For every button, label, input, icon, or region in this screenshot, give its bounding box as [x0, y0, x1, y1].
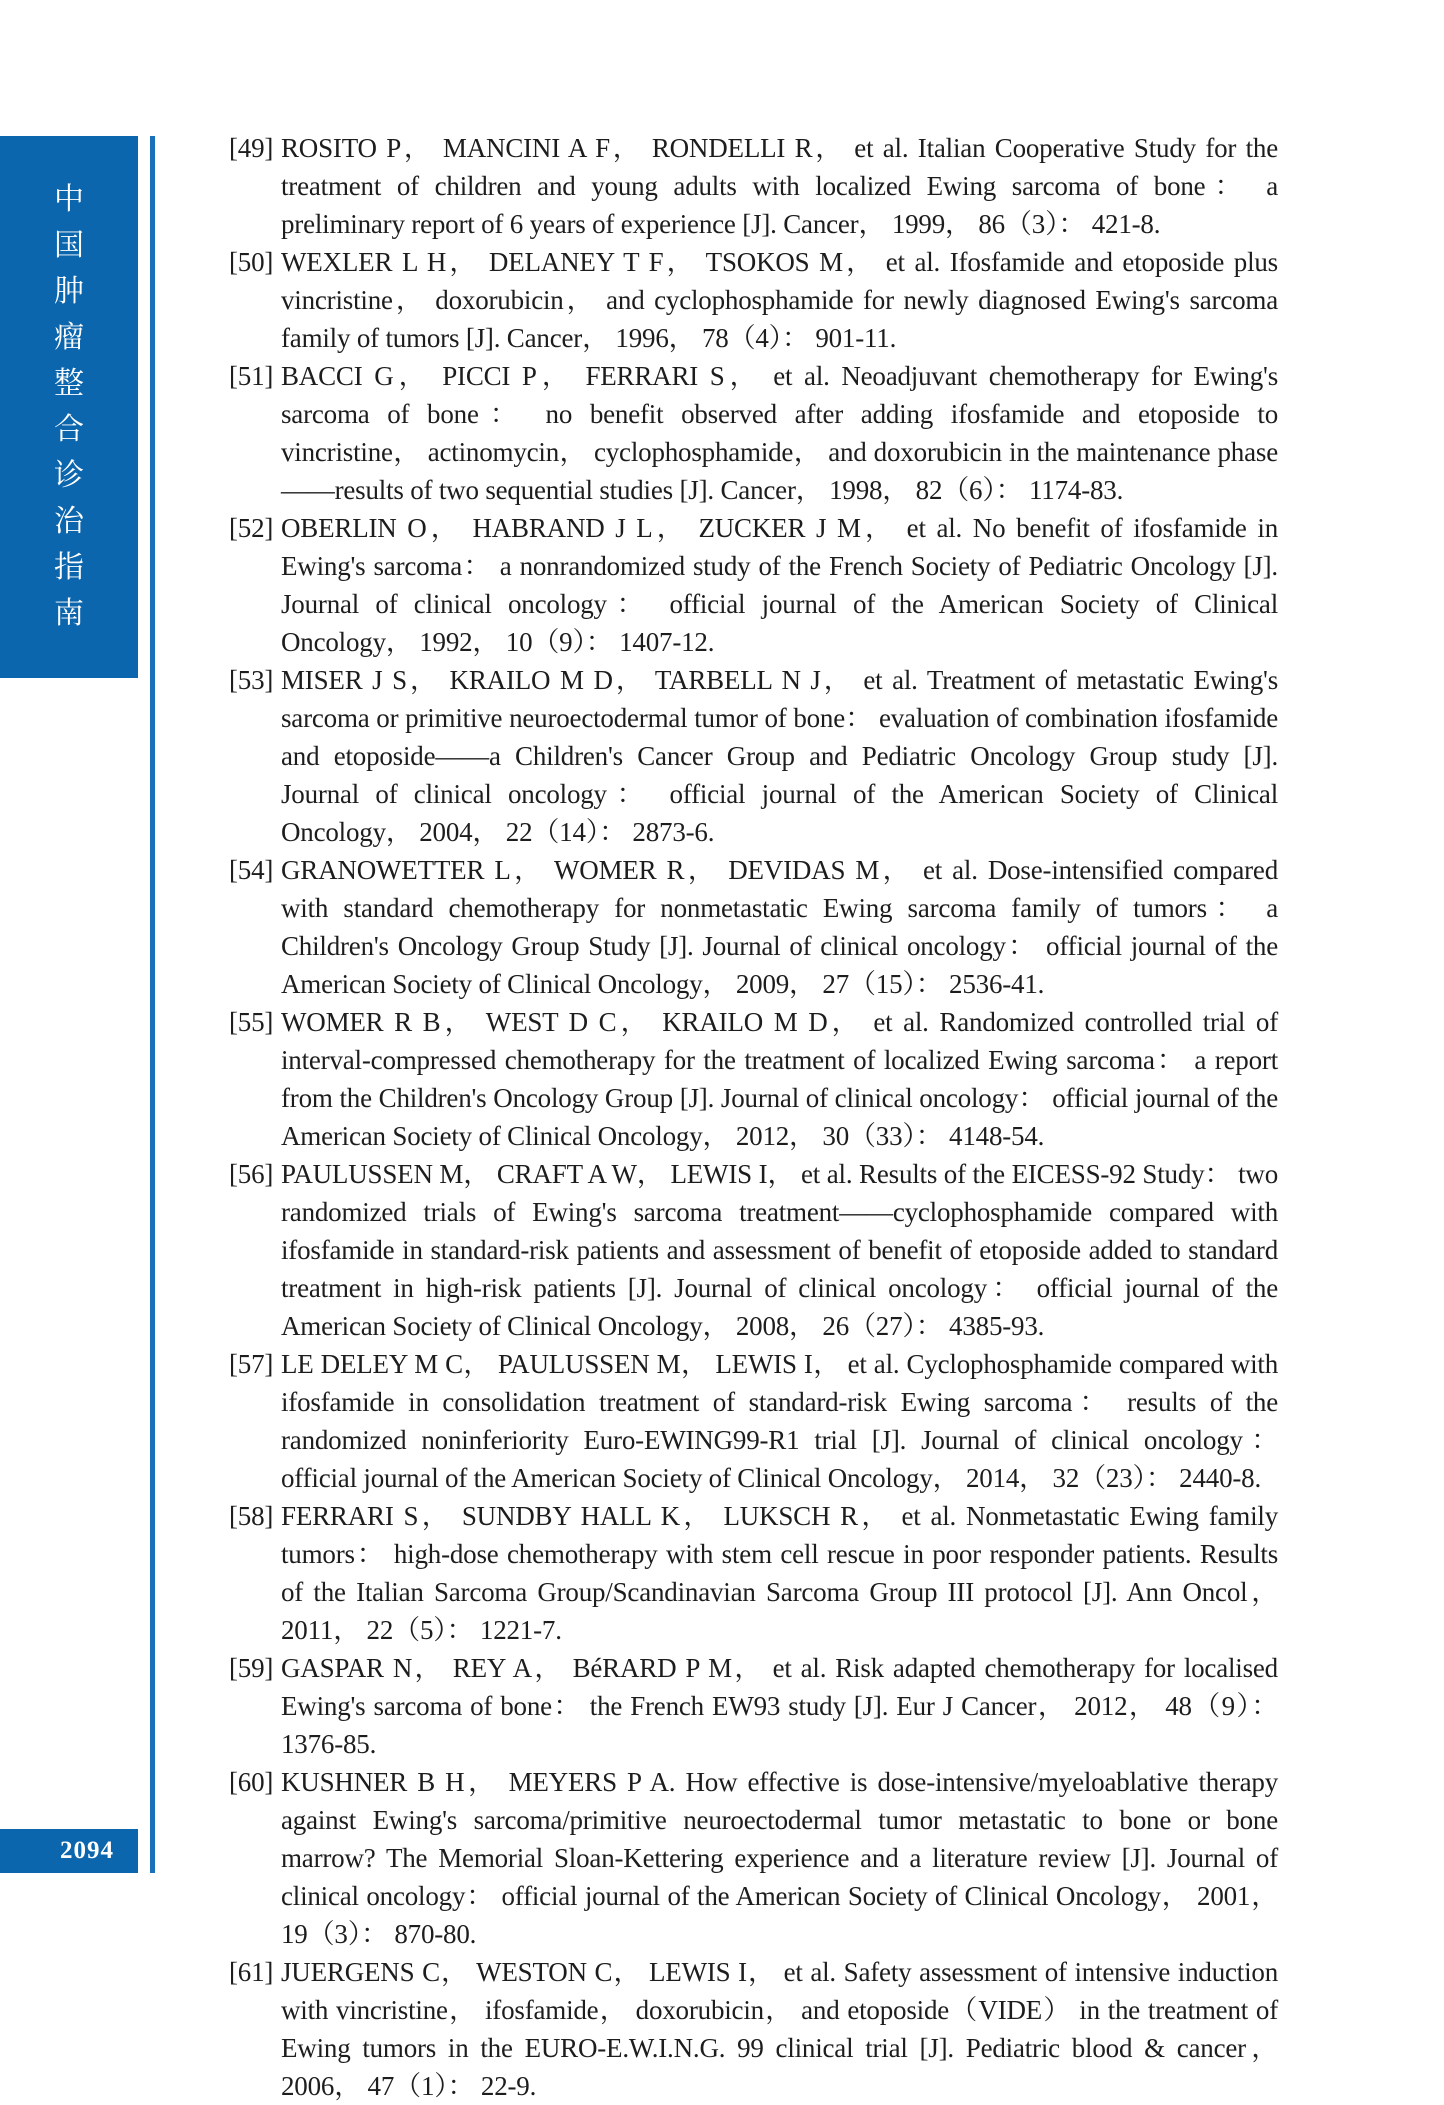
reference-text: BACCI G， PICCI P， FERRARI S， et al. Neoadjuvant chemotherapy for Ewing's sarcoma of bone： no benefit observed after adding ifosfamide and etoposide to vincristine， actinomycin， cyclophosphamide， and doxorubicin in the maintenance phase——results of two sequential studies [J]. Cancer， 1998， 82（6）： 1174-83. [281, 361, 1278, 505]
sidebar-title-char: 中 [54, 182, 84, 217]
reference-text: WEXLER L H， DELANEY T F， TSOKOS M， et al. Ifosfamide and etoposide plus vincristine， doxorubicin， and cyclophosphamide for newly diagnosed Ewing's sarcoma family of tumors [J]. Cancer， 1996， 78（4）： 901-11. [281, 247, 1278, 353]
reference-number: [51] [229, 361, 274, 391]
sidebar-divider-line [150, 136, 155, 1873]
sidebar-title-char: 合 [54, 412, 84, 447]
references-list [229, 129, 1278, 2105]
sidebar-title-char: 治 [54, 504, 84, 539]
reference-item [229, 1763, 1278, 1953]
page-number-box [0, 1829, 138, 1873]
reference-text: GRANOWETTER L， WOMER R， DEVIDAS M， et al. Dose-intensified compared with standard chemotherapy for nonmetastatic Ewing sarcoma family of tumors： a Children's Oncology Group Study [J]. Journal of clinical oncology： official journal of the American Society of Clinical Oncology， 2009， 27（15）： 2536-41. [281, 855, 1278, 999]
reference-number: [57] [229, 1349, 274, 1379]
reference-number: [54] [229, 855, 274, 885]
reference-item [229, 1953, 1278, 2105]
sidebar-title-char: 南 [54, 596, 84, 631]
reference-item [229, 1003, 1278, 1155]
reference-text: PAULUSSEN M， CRAFT A W， LEWIS I， et al. Results of the EICESS-92 Study： two randomized trials of Ewing's sarcoma treatment——cyclophosphamide compared with ifosfamide in standard-risk patients and assessment of benefit of etoposide added to standard treatment in high-risk patients [J]. Journal of clinical oncology： official journal of the American Society of Clinical Oncology， 2008， 26（27）： 4385-93. [281, 1159, 1278, 1341]
reference-number: [53] [229, 665, 274, 695]
reference-text: KUSHNER B H， MEYERS P A. How effective is dose-intensive/myeloablative therapy against Ewing's sarcoma/primitive neuroectodermal tumor metastatic to bone or bone marrow? The Memorial Sloan-Kettering experience and a literature review [J]. Journal of clinical oncology： official journal of the American Society of Clinical Oncology， 2001， 19（3）： 870-80. [281, 1767, 1278, 1949]
reference-item [229, 129, 1278, 243]
reference-text: GASPAR N， REY A， BéRARD P M， et al. Risk adapted chemotherapy for localised Ewing's sarcoma of bone： the French EW93 study [J]. Eur J Cancer， 2012， 48（9）： 1376-85. [281, 1653, 1278, 1759]
reference-item [229, 243, 1278, 357]
reference-item [229, 1345, 1278, 1497]
sidebar-title-char: 肿 [54, 274, 84, 309]
reference-number: [55] [229, 1007, 274, 1037]
page-number: 2094 [60, 1837, 114, 1864]
reference-item [229, 509, 1278, 661]
reference-number: [58] [229, 1501, 274, 1531]
reference-number: [52] [229, 513, 274, 543]
reference-text: WOMER R B， WEST D C， KRAILO M D， et al. Randomized controlled trial of interval-compressed chemotherapy for the treatment of localized Ewing sarcoma： a report from the Children's Oncology Group [J]. Journal of clinical oncology： official journal of the American Society of Clinical Oncology， 2012， 30（33）： 4148-54. [281, 1007, 1278, 1151]
reference-text: FERRARI S， SUNDBY HALL K， LUKSCH R， et al. Nonmetastatic Ewing family tumors： high-dose chemotherapy with stem cell rescue in poor responder patients. Results of the Italian Sarcoma Group/Scandinavian Sarcoma Group III protocol [J]. Ann Oncol， 2011， 22（5）： 1221-7. [281, 1501, 1278, 1645]
reference-text: ROSITO P， MANCINI A F， RONDELLI R， et al. Italian Cooperative Study for the treatment of children and young adults with localized Ewing sarcoma of bone： a preliminary report of 6 years of experience [J]. Cancer， 1999， 86（3）： 421-8. [281, 133, 1278, 239]
reference-number: [59] [229, 1653, 274, 1683]
reference-number: [50] [229, 247, 274, 277]
reference-item [229, 851, 1278, 1003]
reference-item [229, 357, 1278, 509]
sidebar-title-char: 国 [54, 228, 84, 263]
reference-item [229, 1649, 1278, 1763]
sidebar-title-char: 指 [54, 550, 84, 585]
sidebar-title-char: 瘤 [54, 320, 84, 355]
reference-text: LE DELEY M C， PAULUSSEN M， LEWIS I， et al. Cyclophosphamide compared with ifosfamide in consolidation treatment of standard-risk Ewing sarcoma： results of the randomized noninferiority Euro-EWING99-R1 trial [J]. Journal of clinical oncology： official journal of the American Society of Clinical Oncology， 2014， 32（23）： 2440-8. [281, 1349, 1278, 1493]
reference-text: OBERLIN O， HABRAND J L， ZUCKER J M， et al. No benefit of ifosfamide in Ewing's sarcoma： a nonrandomized study of the French Society of Pediatric Oncology [J]. Journal of clinical oncology： official journal of the American Society of Clinical Oncology， 1992， 10（9）： 1407-12. [281, 513, 1278, 657]
sidebar-title-char: 诊 [54, 458, 84, 493]
reference-number: [60] [229, 1767, 274, 1797]
reference-number: [49] [229, 133, 274, 163]
reference-number: [61] [229, 1957, 274, 1987]
reference-text: MISER J S， KRAILO M D， TARBELL N J， et al. Treatment of metastatic Ewing's sarcoma or primitive neuroectodermal tumor of bone： evaluation of combination ifosfamide and etoposide——a Children's Cancer Group and Pediatric Oncology Group study [J]. Journal of clinical oncology： official journal of the American Society of Clinical Oncology， 2004， 22（14）： 2873-6. [281, 665, 1278, 847]
reference-item [229, 661, 1278, 851]
reference-number: [56] [229, 1159, 274, 1189]
reference-item [229, 1155, 1278, 1345]
sidebar-title-char: 整 [54, 366, 84, 401]
reference-text: JUERGENS C， WESTON C， LEWIS I， et al. Safety assessment of intensive induction with vincristine， ifosfamide， doxorubicin， and etoposide（VIDE） in the treatment of Ewing tumors in the EURO-E.W.I.N.G. 99 clinical trial [J]. Pediatric blood & cancer， 2006， 47（1）： 22-9. [281, 1957, 1278, 2101]
reference-item [229, 1497, 1278, 1649]
sidebar-title-box [0, 136, 138, 678]
